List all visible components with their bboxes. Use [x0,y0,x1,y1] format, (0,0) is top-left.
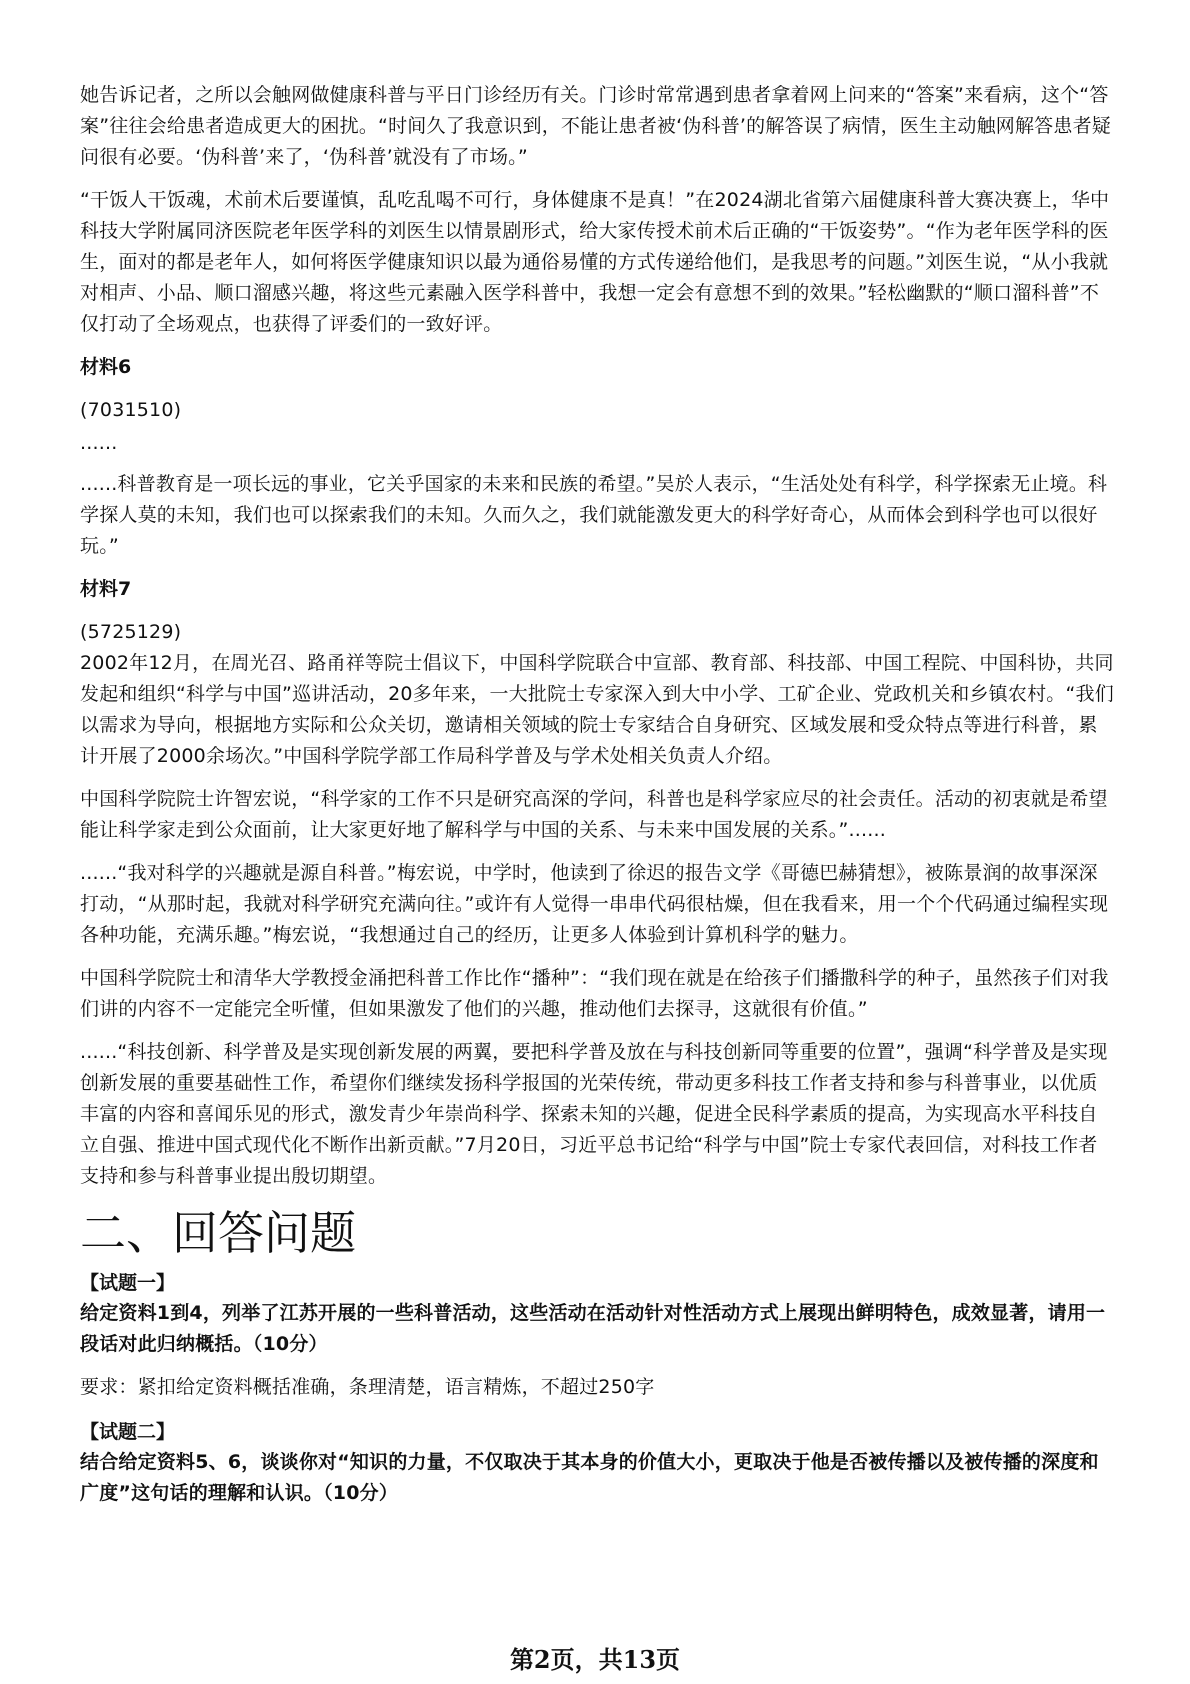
material5-paragraph-1: 她告诉记者，之所以会触网做健康科普与平日门诊经历有关。门诊时常常遇到患者拿着网上问来的“答案”来看病，这个“答案”往往会给患者造成更大的困扰。“时间久了我意识到，不能让患者被‘伪科普’的解答误了病情，医生主动触网解答患者疑问很有必要。‘伪科普’来了，‘伪科普’就没有了市场。” [80,84,1111,168]
document-page [80,80,1116,1521]
question1-label: 【试题一】 [80,1272,176,1294]
section-title: 二、回答问题 [80,1206,356,1260]
material6-paragraph-1: ......科普教育是一项长远的事业，它关乎国家的未来和民族的希望。”吴於人表示，“生活处处有科学，科学探索无止境。科学探人莫的未知，我们也可以探索我们的未知。久而久之，我们就能激发更大的科学好奇心，从而体会到科学也可以很好玩。” [80,473,1108,557]
material7-code: (5725129) [80,621,182,643]
question1-requirement: 要求：紧扣给定资料概括准确，条理清楚，语言精炼，不超过250字 [80,1376,655,1398]
material6-code: (7031510) [80,399,182,421]
material7-paragraph-1: 2002年12月，在周光召、路甬祥等院士倡议下，中国科学院联合中宣部、教育部、科技部、中国工程院、中国科协，共同发起和组织“科学与中国”巡讲活动，20多年来，一大批院士专家深入到大中小学、工矿企业、党政机关和乡镇农村。“我们以需求为导向，根据地方实际和公众关切，邀请相关领域的院士专家结合自身研究、区域发展和受众特点等进行科普，累计开展了2000余场次。”中国科学院学部工作局科学普及与学术处相关负责人介绍。 [80,652,1114,767]
material7-paragraph-4: 中国科学院院士和清华大学教授金涌把科普工作比作“播种”：“我们现在就是在给孩子们播撒科学的种子，虽然孩子们对我们讲的内容不一定能完全听懂，但如果激发了他们的兴趣，推动他们去探寻，这就很有价值。” [80,967,1109,1020]
material7-title: 材料7 [80,578,132,600]
question2-label: 【试题二】 [80,1421,176,1443]
material5-paragraph-2: “干饭人干饭魂，术前术后要谨慎，乱吃乱喝不可行，身体健康不是真！”在2024湖北省第六届健康科普大赛决赛上，华中科技大学附属同济医院老年医学科的刘医生以情景剧形式，给大家传授术前术后正确的“干饭姿势”。“作为老年医学科的医生，面对的都是老年人，如何将医学健康知识以最为通俗易懂的方式传递给他们，是我思考的问题。”刘医生说，“从小我就对相声、小品、顺口溜感兴趣，将这些元素融入医学科普中，我想一定会有意想不到的效果。”轻松幽默的“顺口溜科普”不仅打动了全场观点，也获得了评委们的一致好评。 [80,189,1110,335]
page-number: 第2页，共13页 [509,1645,681,1674]
material7-paragraph-5: ......“科技创新、科学普及是实现创新发展的两翼，要把科学普及放在与科技创新同等重要的位置”，强调“科学普及是实现创新发展的重要基础性工作，希望你们继续发扬科学报国的光荣传统，带动更多科技工作者支持和参与科普事业，以优质丰富的内容和喜闻乐见的形式，激发青少年崇尚科学、探索未知的兴趣，促进全民科学素质的提高，为实现高水平科技自立自强、推进中国式现代化不断作出新贡献。”7月20日，习近平总书记给“科学与中国”院士专家代表回信，对科技工作者支持和参与科普事业提出殷切期望。 [80,1041,1108,1187]
material7-paragraph-2: 中国科学院院士许智宏说，“科学家的工作不只是研究高深的学问，科普也是科学家应尽的社会责任。活动的初衷就是希望能让科学家走到公众面前，让大家更好地了解科学与中国的关系、与未来中国发展的关系。”...... [80,788,1108,841]
question1-text: 给定资料1到4，列举了江苏开展的一些科普活动，这些活动在活动针对性活动方式上展现出鲜明特色，成效显著，请用一段话对此归纳概括。（10分） [80,1302,1106,1355]
question2-text: 结合给定资料5、6，谈谈你对“知识的力量，不仅取决于其本身的价值大小，更取决于他是否被传播以及被传播的深度和广度”这句话的理解和认识。（10分） [80,1451,1099,1504]
material6-title: 材料6 [80,356,132,378]
material7-paragraph-3: ......“我对科学的兴趣就是源自科普。”梅宏说，中学时，他读到了徐迟的报告文学《哥德巴赫猜想》，被陈景润的故事深深打动，“从那时起，我就对科学研究充满向往。”或许有人觉得一串串代码很枯燥，但在我看来，用一个个代码通过编程实现各种功能，充满乐趣。”梅宏说，“我想通过自己的经历，让更多人体验到计算机科学的魅力。 [80,862,1109,946]
material6-ellipsis: ...... [80,432,118,454]
